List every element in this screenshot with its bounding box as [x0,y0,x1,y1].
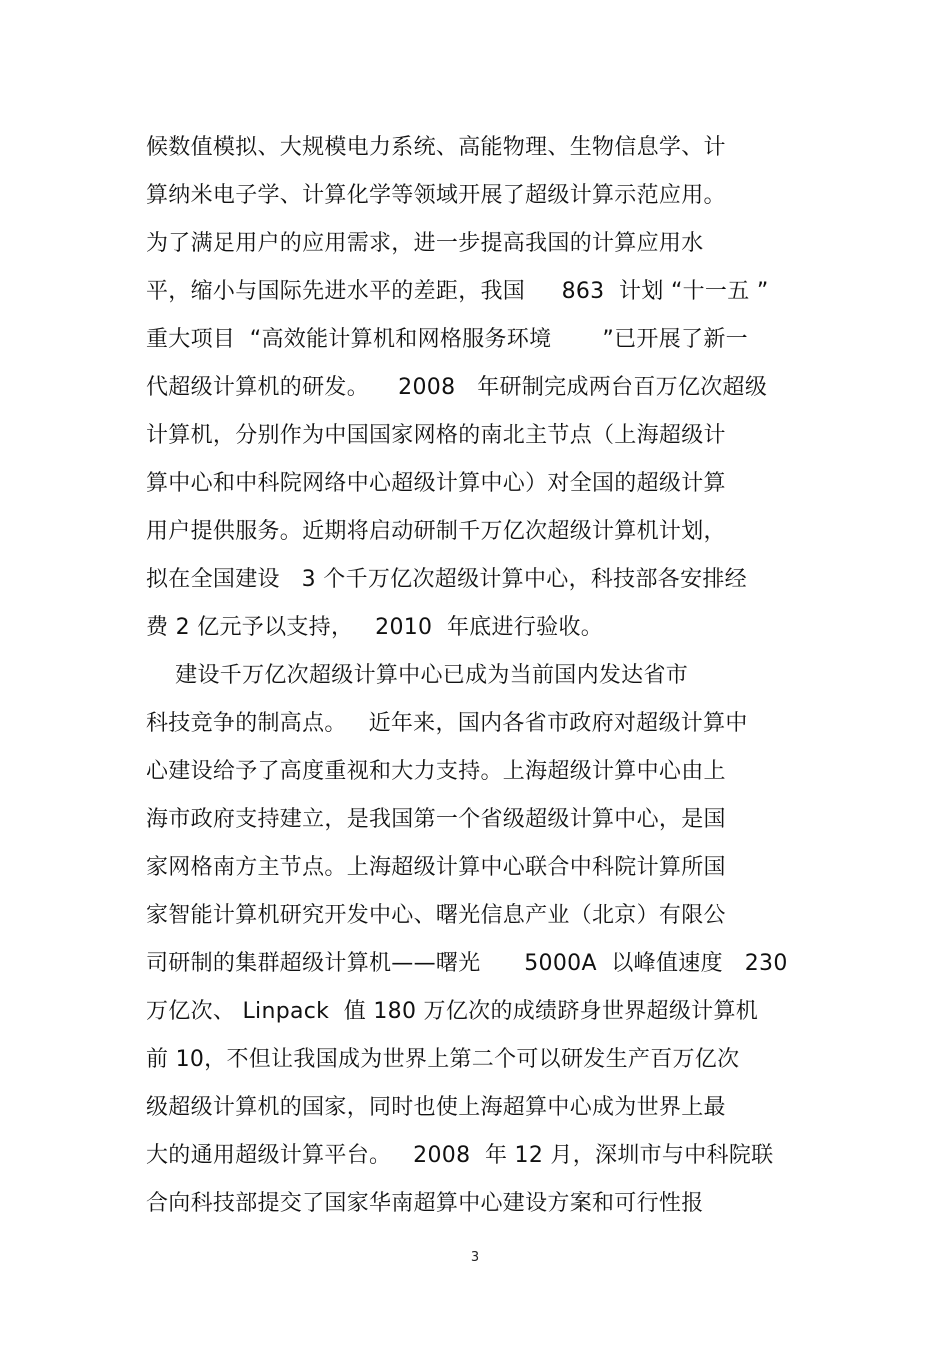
text-line-20: 前 10，不但让我国成为世界上第二个可以研发生产百万亿次 [146,1047,740,1072]
text-line-23: 合向科技部提交了国家华南超算中心建设方案和可行性报 [146,1191,704,1216]
text-line-15: 海市政府支持建立，是我国第一个省级超级计算中心，是国 [146,807,726,832]
text-line-3: 为了满足用户的应用需求，进一步提高我国的计算应用水 [146,231,704,256]
text-line-9: 用户提供服务。近期将启动研制千万亿次超级计算机计划， [146,519,726,544]
text-line-13: 科技竞争的制高点。 近年来，国内各省市政府对超级计算中 [146,711,748,736]
page-number: 3 [470,1250,480,1265]
text-line-4: 平，缩小与国际先进水平的差距，我国 863 计划 “十一五 ” [146,279,769,304]
text-line-5: 重大项目 “高效能计算机和网格服务环境 ”已开展了新一 [146,327,748,352]
text-line-18: 司研制的集群超级计算机——曙光 5000A 以峰值速度 230 [146,951,788,976]
text-line-22: 大的通用超级计算平台。 2008 年 12 月，深圳市与中科院联 [146,1143,774,1168]
text-line-12: 建设千万亿次超级计算中心已成为当前国内发达省市 [146,663,689,688]
text-line-1: 候数值模拟、大规模电力系统、高能物理、生物信息学、计 [146,135,726,160]
text-line-8: 算中心和中科院网络中心超级计算中心）对全国的超级计算 [146,471,726,496]
text-line-2: 算纳米电子学、计算化学等领域开展了超级计算示范应用。 [146,183,726,208]
text-line-21: 级超级计算机的国家，同时也使上海超算中心成为世界上最 [146,1095,726,1120]
text-line-11: 费 2 亿元予以支持， 2010 年底进行验收。 [146,615,604,640]
text-line-7: 计算机，分别作为中国国家网格的南北主节点（上海超级计 [146,423,726,448]
text-line-6: 代超级计算机的研发。 2008 年研制完成两台百万亿次超级 [146,375,768,400]
text-line-10: 拟在全国建设 3 个千万亿次超级计算中心，科技部各安排经 [146,567,747,592]
text-line-16: 家网格南方主节点。上海超级计算中心联合中科院计算所国 [146,855,726,880]
text-line-19: 万亿次、 Linpack 值 180 万亿次的成绩跻身世界超级计算机 [146,999,759,1024]
text-line-14: 心建设给予了高度重视和大力支持。上海超级计算中心由上 [146,759,726,784]
text-line-17: 家智能计算机研究开发中心、曙光信息产业（北京）有限公 [146,903,726,928]
